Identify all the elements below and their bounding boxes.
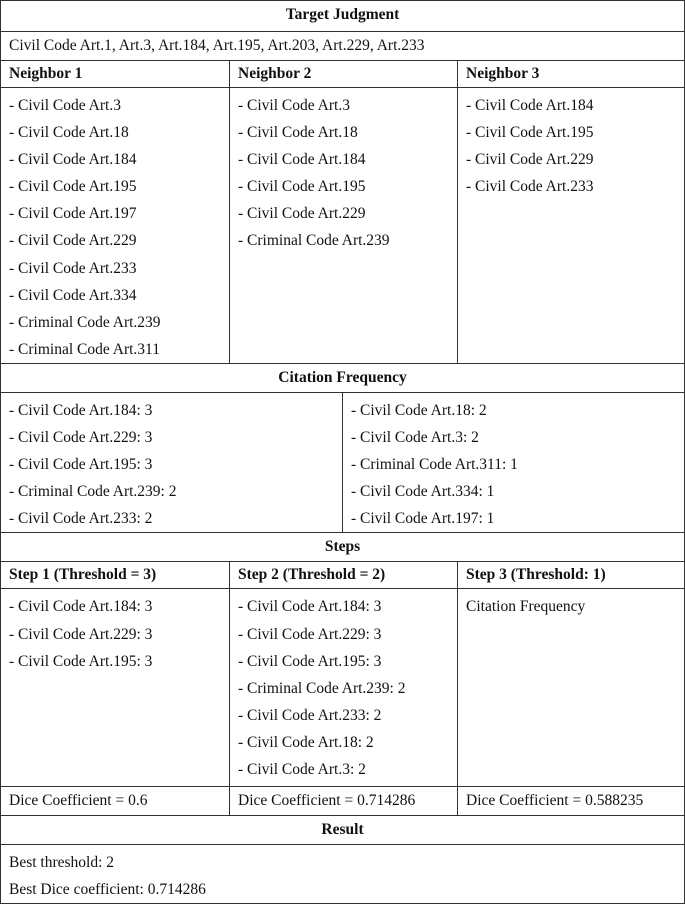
list-item: - Civil Code Art.233 [466, 178, 594, 196]
list-item: - Civil Code Art.229 [9, 232, 137, 250]
step-2-title: Step 2 (Threshold = 2) [230, 562, 458, 589]
step-1-dice: Dice Coefficient = 0.6 [1, 787, 230, 816]
neighbor-2-title: Neighbor 2 [230, 61, 458, 88]
list-item: - Civil Code Art.195: 3 [9, 652, 153, 670]
neighbor-2-list [230, 88, 458, 364]
list-item: - Civil Code Art.18: 2 [238, 733, 374, 751]
list-item: - Civil Code Art.195 [238, 178, 366, 196]
list-item: - Civil Code Art.184 [9, 151, 137, 169]
result-header: Result [1, 816, 685, 845]
list-item: - Criminal Code Art.239 [9, 313, 161, 331]
neighbor-3-title: Neighbor 3 [458, 61, 685, 88]
list-item: - Criminal Code Art.239 [238, 232, 390, 250]
list-item: - Civil Code Art.184: 3 [9, 598, 153, 616]
list-item: - Civil Code Art.197: 1 [351, 510, 495, 528]
list-item: - Civil Code Art.195 [9, 178, 137, 196]
list-item: - Civil Code Art.233 [9, 259, 137, 277]
list-item: - Civil Code Art.229 [466, 151, 594, 169]
list-item: - Civil Code Art.334: 1 [351, 483, 495, 501]
list-item: - Civil Code Art.233: 2 [9, 510, 153, 528]
list-item: - Civil Code Art.184 [238, 151, 366, 169]
list-item: - Civil Code Art.3: 2 [351, 429, 479, 447]
list-item: - Civil Code Art.195: 3 [238, 652, 382, 670]
citation-frequency-header: Citation Frequency [1, 363, 685, 392]
best-threshold: Best threshold: 2 [9, 854, 115, 872]
list-item: - Civil Code Art.18 [238, 124, 358, 142]
list-item: - Civil Code Art.3 [238, 97, 350, 114]
list-item: Citation Frequency [466, 598, 586, 616]
neighbor-3-list [458, 88, 685, 364]
list-item: - Civil Code Art.229 [238, 205, 366, 223]
list-item: - Civil Code Art.3 [9, 97, 121, 114]
frequency-left-list [1, 392, 343, 532]
list-item: - Criminal Code Art.311 [9, 340, 160, 358]
neighbor-1-title: Neighbor 1 [1, 61, 230, 88]
neighbor-1-list [1, 88, 230, 364]
list-item: - Civil Code Art.18: 2 [351, 401, 487, 419]
list-item: - Civil Code Art.184: 3 [9, 401, 153, 419]
step-3-title: Step 3 (Threshold: 1) [458, 562, 685, 589]
list-item: - Civil Code Art.184: 3 [238, 598, 382, 616]
step-2-list [230, 589, 458, 787]
list-item: - Civil Code Art.233: 2 [238, 706, 382, 724]
steps-header: Steps [1, 533, 685, 562]
list-item: - Civil Code Art.229: 3 [238, 625, 382, 643]
step-3-list [458, 589, 685, 787]
step-1-list [1, 589, 230, 787]
list-item: - Civil Code Art.3: 2 [238, 760, 366, 778]
target-judgment-header: Target Judgment [1, 1, 685, 32]
best-dice: Best Dice coefficient: 0.714286 [9, 881, 206, 899]
target-articles: Civil Code Art.1, Art.3, Art.184, Art.195, Art.203, Art.229, Art.233 [1, 32, 685, 61]
list-item: - Criminal Code Art.311: 1 [351, 456, 518, 474]
list-item: - Civil Code Art.184 [466, 97, 594, 114]
list-item: - Criminal Code Art.239: 2 [9, 483, 177, 501]
list-item: - Civil Code Art.18 [9, 124, 129, 142]
list-item: - Civil Code Art.334 [9, 286, 137, 304]
step-3-dice: Dice Coefficient = 0.588235 [458, 787, 685, 816]
frequency-right-list [343, 392, 685, 532]
list-item: - Civil Code Art.197 [9, 205, 137, 223]
list-item: - Criminal Code Art.239: 2 [238, 679, 406, 697]
list-item: - Civil Code Art.195: 3 [9, 456, 153, 474]
list-item: - Civil Code Art.229: 3 [9, 625, 153, 643]
step-1-title: Step 1 (Threshold = 3) [1, 562, 230, 589]
result-body [1, 845, 685, 904]
step-2-dice: Dice Coefficient = 0.714286 [230, 787, 458, 816]
list-item: - Civil Code Art.195 [466, 124, 594, 142]
list-item: - Civil Code Art.229: 3 [9, 429, 153, 447]
